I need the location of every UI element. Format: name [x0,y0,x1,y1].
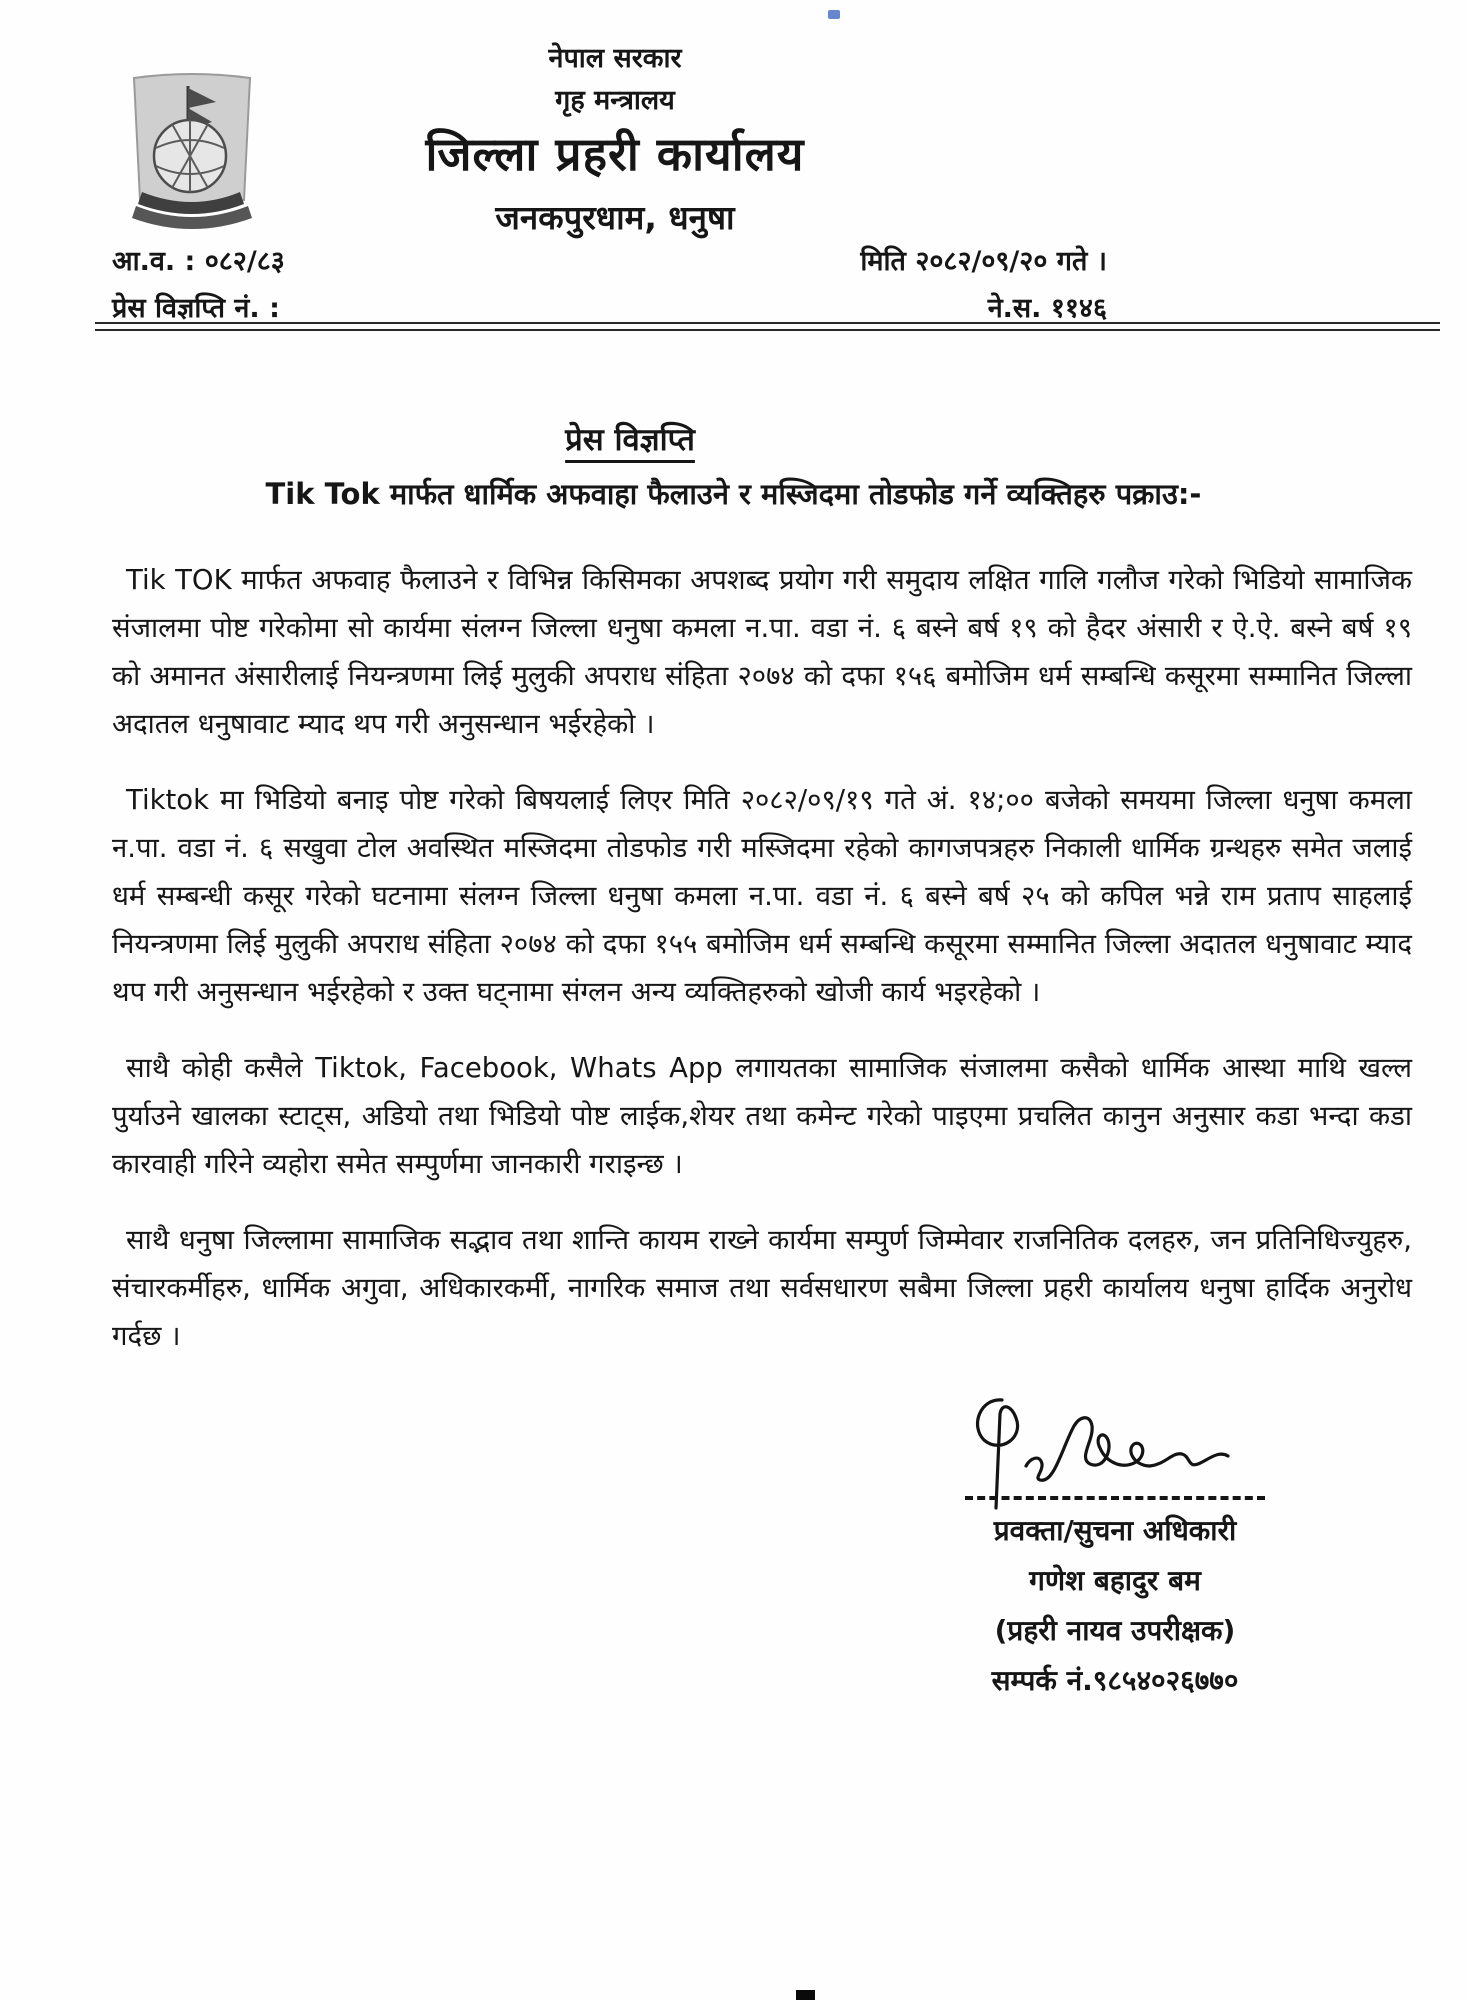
press-release-number-label: प्रेस विज्ञप्ति नं. : [112,293,280,324]
signature-block [900,1392,1330,1706]
office-location: जनकपुरधाम, धनुषा [495,198,735,237]
document-body [112,556,1412,1388]
paragraph-4: साथै धनुषा जिल्लामा सामाजिक सद्भाव तथा शान्ति कायम राख्ने कार्यमा सम्पुर्ण जिम्मेवार राजनितिक दलहरु, जन प्रतिनिधिज्युहरु, संचारकर्मीहरु, धार्मिक अगुवा, अधिकारकर्मी, नागरिक समाज तथा सर्वसधारण सबैमा जिल्ला प्रहरी कार्यालय धनुषा हार्दिक अनुरोध गर्दछ । [112,1224,1412,1352]
document-title: प्रेस विज्ञप्ति [565,422,695,458]
ministry-name: गृह मन्त्रालय [555,84,675,116]
subject-line: Tik Tok मार्फत धार्मिक अफवाहा फैलाउने र मस्जिदमा तोडफोड गर्ने व्यक्तिहरु पक्राउ:- [265,477,1202,511]
meta-row-1 [112,238,1107,285]
signatory-name: गणेश बहादुर बम [1029,1564,1201,1597]
meta-block [112,238,1107,332]
reference-number: ने.स. ११४६ [987,293,1107,324]
paragraph-2: Tiktok मा भिडियो बनाइ पोष्ट गरेको बिषयलाई लिएर मिति २०८२/०९/१९ गते अं. १४;०० बजेको समयमा जिल्ला धनुषा कमला न.पा. वडा नं. ६ सखुवा टोल अवस्थित मस्जिदमा तोडफोड गरी मस्जिदमा रहेको कागजपत्रहरु निकाली धार्मिक ग्रन्थहरु समेत जलाई धर्म सम्बन्धी कसूर गरेको घटनामा संलग्न जिल्ला धनुषा कमला न.पा. वडा नं. ६ बस्ने बर्ष २५ को कपिल भन्ने राम प्रताप साहलाई नियन्त्रणमा लिई मुलुकी अपराध संहिता २०७४ को दफा १५५ बमोजिम धर्म सम्बन्धि कसूरमा सम्मानित जिल्ला अदातल धनुषावाट म्याद थप गरी अनुसन्धान भईरहेको र उक्त घट्नामा संग्लन अन्य व्यक्तिहरुको खोजी कार्य भइरहेको । [112,784,1412,1008]
title-wrap [0,418,1260,460]
date-label: मिति २०८२/०९/२० गते । [860,246,1107,277]
office-name: जिल्ला प्रहरी कार्यालय [425,126,805,181]
signatory-designation: प्रवक्ता/सुचना अधिकारी [993,1514,1237,1547]
signatory-contact: सम्पर्क नं.९८५४०२६७७० [991,1664,1239,1697]
signature-scrawl-icon [950,1392,1280,1510]
paragraph-1: Tik TOK मार्फत अफवाह फैलाउने र विभिन्न किसिमका अपशब्द प्रयोग गरी समुदाय लक्षित गालि गलौज गरेको भिडियो सामाजिक संजालमा पोष्ट गरेकोमा सो कार्यमा संलग्न जिल्ला धनुषा कमला न.पा. वडा नं. ६ बस्ने बर्ष १९ को हैदर अंसारी र ऐ.ऐ. बस्ने बर्ष १९ को अमानत अंसारीलाई नियन्त्रणमा लिई मुलुकी अपराध संहिता २०७४ को दफा १५६ बमोजिम धर्म सम्बन्धि कसूरमा सम्मानित जिल्ला अदातल धनुषावाट म्याद थप गरी अनुसन्धान भईरहेको । [112,564,1412,740]
paragraph-3: साथै कोही कसैले Tiktok, Facebook, Whats App लगायतका सामाजिक संजालमा कसैको धार्मिक आस्था माथि खल्ल पुर्याउने खालका स्टाट्स, अडियो तथा भिडियो पोष्ट लाईक,शेयर तथा कमेन्ट गरेको पाइएमा प्रचलित कानुन अनुसार कडा भन्दा कडा कारवाही गरिने व्यहोरा समेत सम्पुर्णमा जानकारी गराइन्छ । [112,1052,1412,1180]
government-name: नेपाल सरकार [548,43,682,74]
signature-line [965,1496,1265,1500]
letterhead [0,42,1230,238]
scan-artifact-bottom [796,1990,815,2000]
fiscal-year-label: आ.व. : ०८२/८३ [112,246,285,277]
signatory-rank: (प्रहरी नायव उपरीक्षक) [994,1614,1236,1647]
scan-artifact-top [828,10,840,19]
divider-rule [95,322,1440,331]
